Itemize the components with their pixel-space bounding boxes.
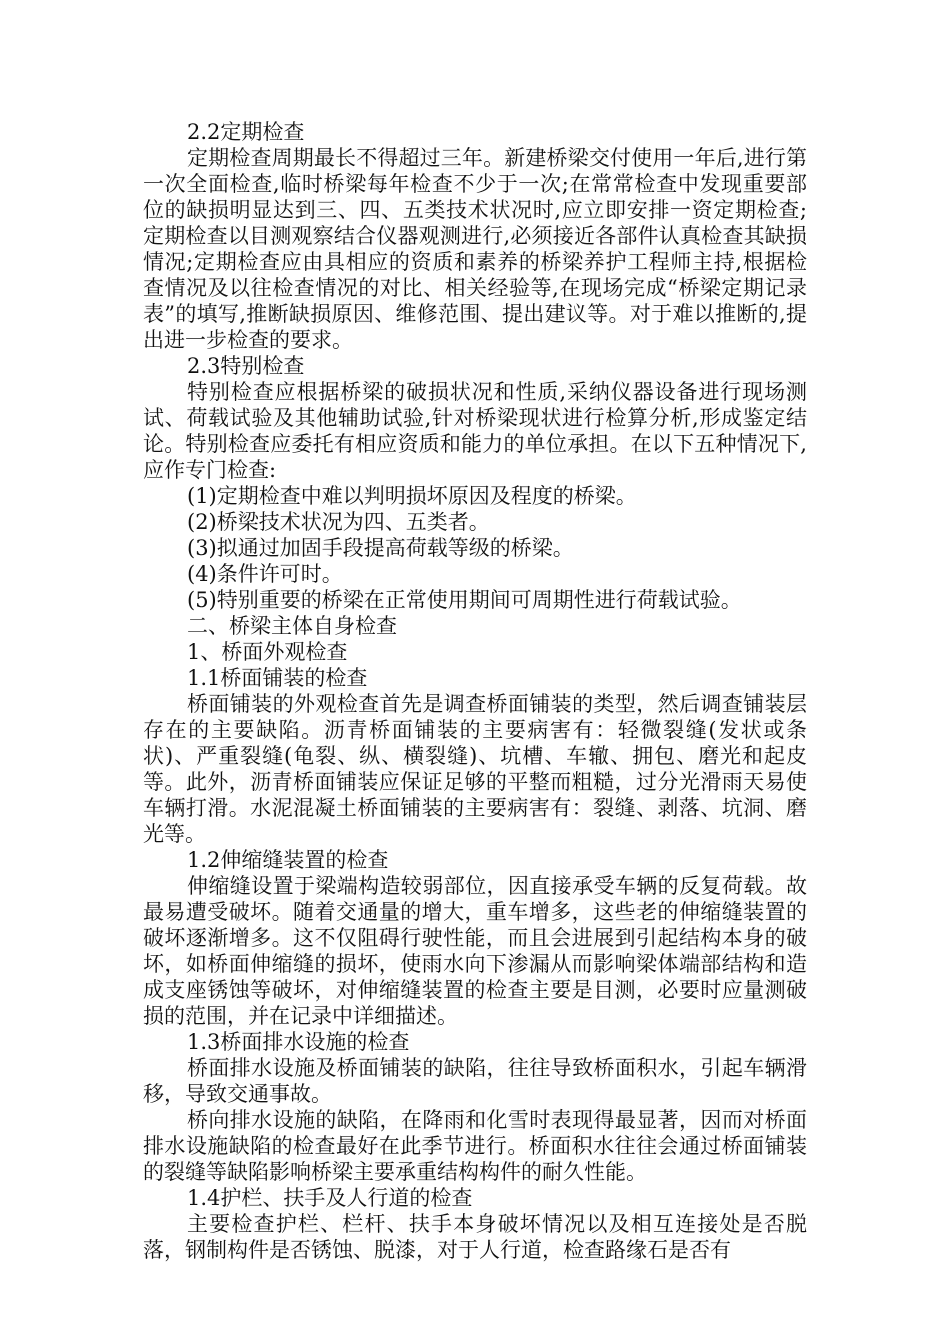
paragraph: 特别检查应根据桥梁的破损状况和性质,采纳仪器设备进行现场测试、荷载试验及其他辅助试验,针对桥梁现状进行检算分析,形成鉴定结论。特别检查应委托有相应资质和能力的单位承担。在以下五种情况下,应作专门检查: — [143, 380, 807, 482]
section-heading-1-3: 1.3桥面排水设施的检查 — [187, 1030, 410, 1054]
section-heading-2-3: 2.3特别检查 — [187, 354, 305, 378]
list-item: (3)拟通过加固手段提高荷载等级的桥梁。 — [187, 536, 574, 560]
document-body — [143, 119, 807, 1263]
list-item: (1)定期检查中难以判明损坏原因及程度的桥梁。 — [187, 484, 637, 508]
paragraph: 桥面铺装的外观检查首先是调查桥面铺装的类型，然后调查铺装层存在的主要缺陷。沥青桥面铺装的主要病害有：轻微裂缝(发状或条状)、严重裂缝(龟裂、纵、横裂缝)、坑槽、车辙、拥包、磨光和起皮等。此外，沥青桥面铺装应保证足够的平整而粗糙，过分光滑雨天易使车辆打滑。水泥混凝土桥面铺装的主要病害有：裂缝、剥落、坑洞、磨光等。 — [143, 692, 807, 846]
section-heading-1-4: 1.4护栏、扶手及人行道的检查 — [187, 1186, 473, 1210]
list-item: (2)桥梁技术状况为四、五类者。 — [187, 510, 490, 534]
paragraph: 主要检查护栏、栏杆、扶手本身破坏情况以及相互连接处是否脱落，钢制构件是否锈蚀、脱漆，对于人行道，检查路缘石是否有 — [143, 1212, 807, 1262]
paragraph: 伸缩缝设置于梁端构造较弱部位，因直接承受车辆的反复荷载。故最易遭受破坏。随着交通量的增大，重车增多，这些老的伸缩缝装置的破坏逐渐增多。这不仅阻碍行驶性能，而且会进展到引起结构本身的破坏，如桥面伸缩缝的损坏，使雨水向下渗漏从而影响梁体端部结构和造成支座锈蚀等破坏，对伸缩缝装置的检查主要是目测，必要时应量测破损的范围，并在记录中详细描述。 — [143, 874, 807, 1028]
paragraph: 桥面排水设施及桥面铺装的缺陷，往往导致桥面积水，引起车辆滑移，导致交通事故。 — [143, 1056, 807, 1106]
section-heading-2-2: 2.2定期检查 — [187, 120, 305, 144]
paragraph: 定期检查周期最长不得超过三年。新建桥梁交付使用一年后,进行第一次全面检查,临时桥梁每年检查不少于一次;在常常检查中发现重要部位的缺损明显达到三、四、五类技术状况时,应立即安排一资定期检查;定期检查以目测观察结合仪器观测进行,必须接近各部件认真检查其缺损情况;定期检查应由具相应的资质和素养的桥梁养护工程师主持,根据检查情况及以往检查情况的对比、相关经验等,在现场完成“桥梁定期记录表”的填写,推断缺损原因、维修范围、提出建议等。对于难以推断的,提出进一步检查的要求。 — [143, 146, 807, 352]
list-item: (5)特别重要的桥梁在正常使用期间可周期性进行荷载试验。 — [187, 588, 742, 612]
section-heading-2: 二、桥梁主体自身检查 — [187, 614, 397, 638]
section-heading-1-2: 1.2伸缩缝装置的检查 — [187, 848, 389, 872]
section-heading-1: 1、桥面外观检查 — [187, 640, 348, 664]
section-heading-1-1: 1.1桥面铺装的检查 — [187, 666, 368, 690]
list-item: (4)条件许可时。 — [187, 562, 343, 586]
paragraph: 桥向排水设施的缺陷，在降雨和化雪时表现得最显著，因而对桥面排水设施缺陷的检查最好在此季节进行。桥面积水往往会通过桥面铺装的裂缝等缺陷影响桥梁主要承重结构构件的耐久性能。 — [143, 1108, 807, 1184]
